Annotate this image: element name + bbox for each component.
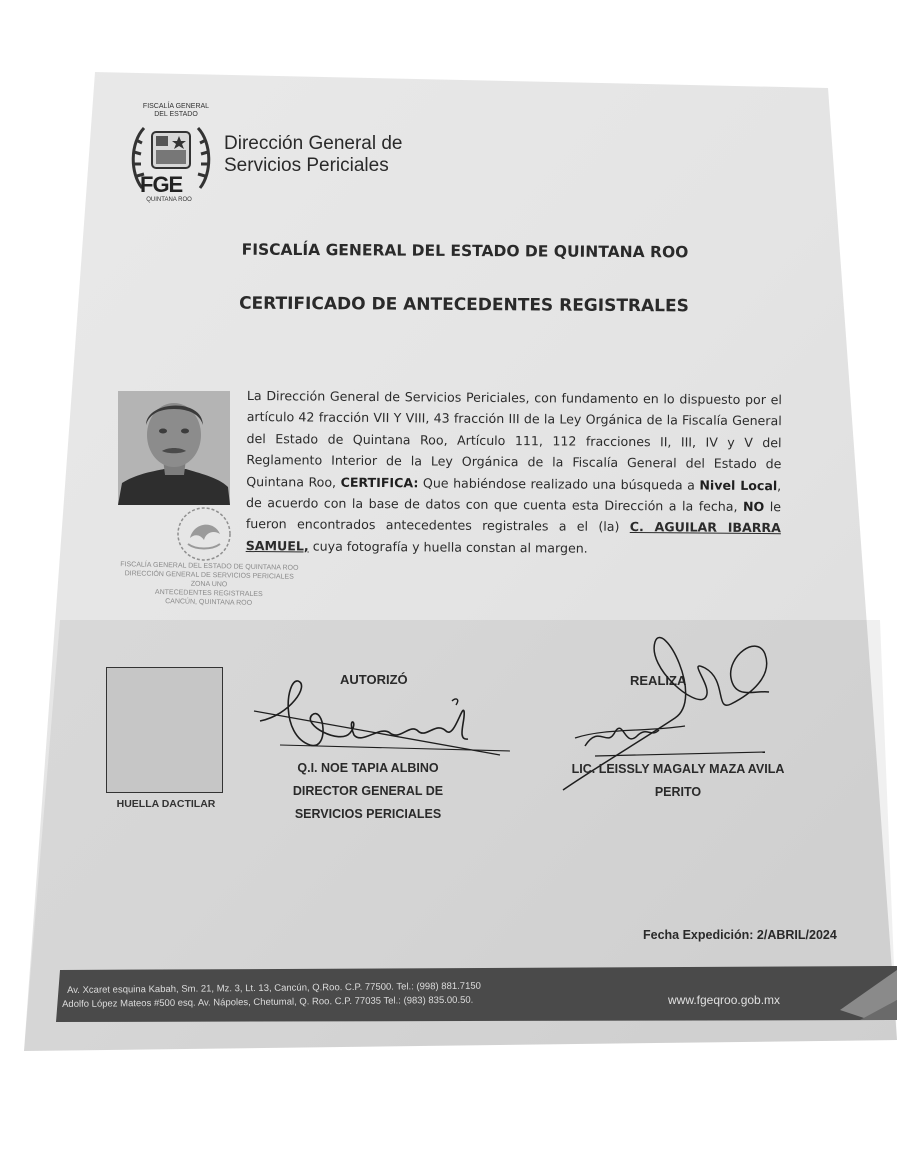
body-intro: La Dirección General de Servicios Periciales, con fundamento en lo dispuesto por el artículo 42 fracción VII Y VIII, 43 fracción III de la Ley Orgánica de la Fiscalía General del Estado de Quintana Roo, Artículo 111, 112 fracciones II, III, IV y V del Reglamento Interior de la Ley Orgánica de la Fiscalía General del Estado de Quintana Roo, [246,387,782,490]
issue-date: Fecha Expedición: 2/ABRIL/2024 [643,928,837,942]
footer-address-1: Av. Xcaret esquina Kabah, Sm. 21, Mz. 3, Lt. 13, Cancún, Q.Roo. C.P. 77500. Tel.: (998) 881.7150 [67,980,481,996]
official-seal-icon [166,500,242,564]
subject-name: C. AGUILAR IBARRA SAMUEL, [245,519,781,554]
agency-name [224,133,484,177]
fingerprint-label: HUELLA DACTILAR [116,798,216,810]
director-name: Q.I. NOE TAPIA ALBINO [297,761,439,775]
seal-line-5: CANCÚN, QUINTANA ROO [165,598,253,607]
certificate-body [246,385,782,560]
person-photo [118,391,230,505]
authorized-label: AUTORIZÓ [340,672,408,687]
logo-abbreviation: FGE [140,172,183,197]
body-closing: cuya fotografía y huella constan al margen. [308,538,588,556]
director-title-1: DIRECTOR GENERAL DE [292,784,444,798]
seal-line-2: DIRECCIÓN GENERAL DE SERVICIOS PERICIALES [124,570,294,581]
certifica-keyword: CERTIFICA: [340,474,419,490]
body-database-text: , de acuerdo con la base de datos con que cuenta esta Dirección a la fecha, [246,477,782,514]
agency-line-1: Dirección General de [224,133,403,154]
agency-line-2: Servicios Periciales [224,155,389,176]
footer-website: www.fgeqroo.gob.mx [668,993,781,1007]
seal-stamp-text [92,560,327,610]
body-found-text: le fueron encontrados antecedentes registrales a el (la) [245,499,782,535]
document-title: CERTIFICADO DE ANTECEDENTES REGISTRALES [239,293,689,317]
seal-line-4: ANTECEDENTES REGISTRALES [154,588,263,599]
body-search-text: Que habiéndose realizado una búsqueda a [418,474,700,493]
expert-name: LIC. LEISSLY MAGALY MAZA AVILA [571,762,785,776]
footer-address-2: Adolfo López Mateos #500 esq. Av. Nápoles, Chetumal, Q. Roo. C.P. 77035 Tel.: (983) 835.00.50. [62,994,474,1010]
seal-line-3: ZONA UNO [190,580,228,589]
search-level: Nivel Local [699,477,778,493]
logo-bottom-text: QUINTANA ROO [146,197,192,203]
logo-top-text: FISCALÍA GENERAL DEL ESTADO [142,103,210,118]
institution-title: FISCALÍA GENERAL DEL ESTADO DE QUINTANA ROO [241,240,689,262]
fingerprint-box [106,667,223,793]
director-title-2: SERVICIOS PERICIALES [294,807,442,821]
performed-label: REALIZA [630,673,687,688]
seal-line-1: FISCALÍA GENERAL DEL ESTADO DE QUINTANA ROO [120,561,299,572]
expert-title: PERITO [654,785,702,799]
no-keyword: NO [742,498,765,515]
director-block [268,757,468,826]
expert-block [548,758,808,804]
person-portrait-icon [118,391,230,505]
